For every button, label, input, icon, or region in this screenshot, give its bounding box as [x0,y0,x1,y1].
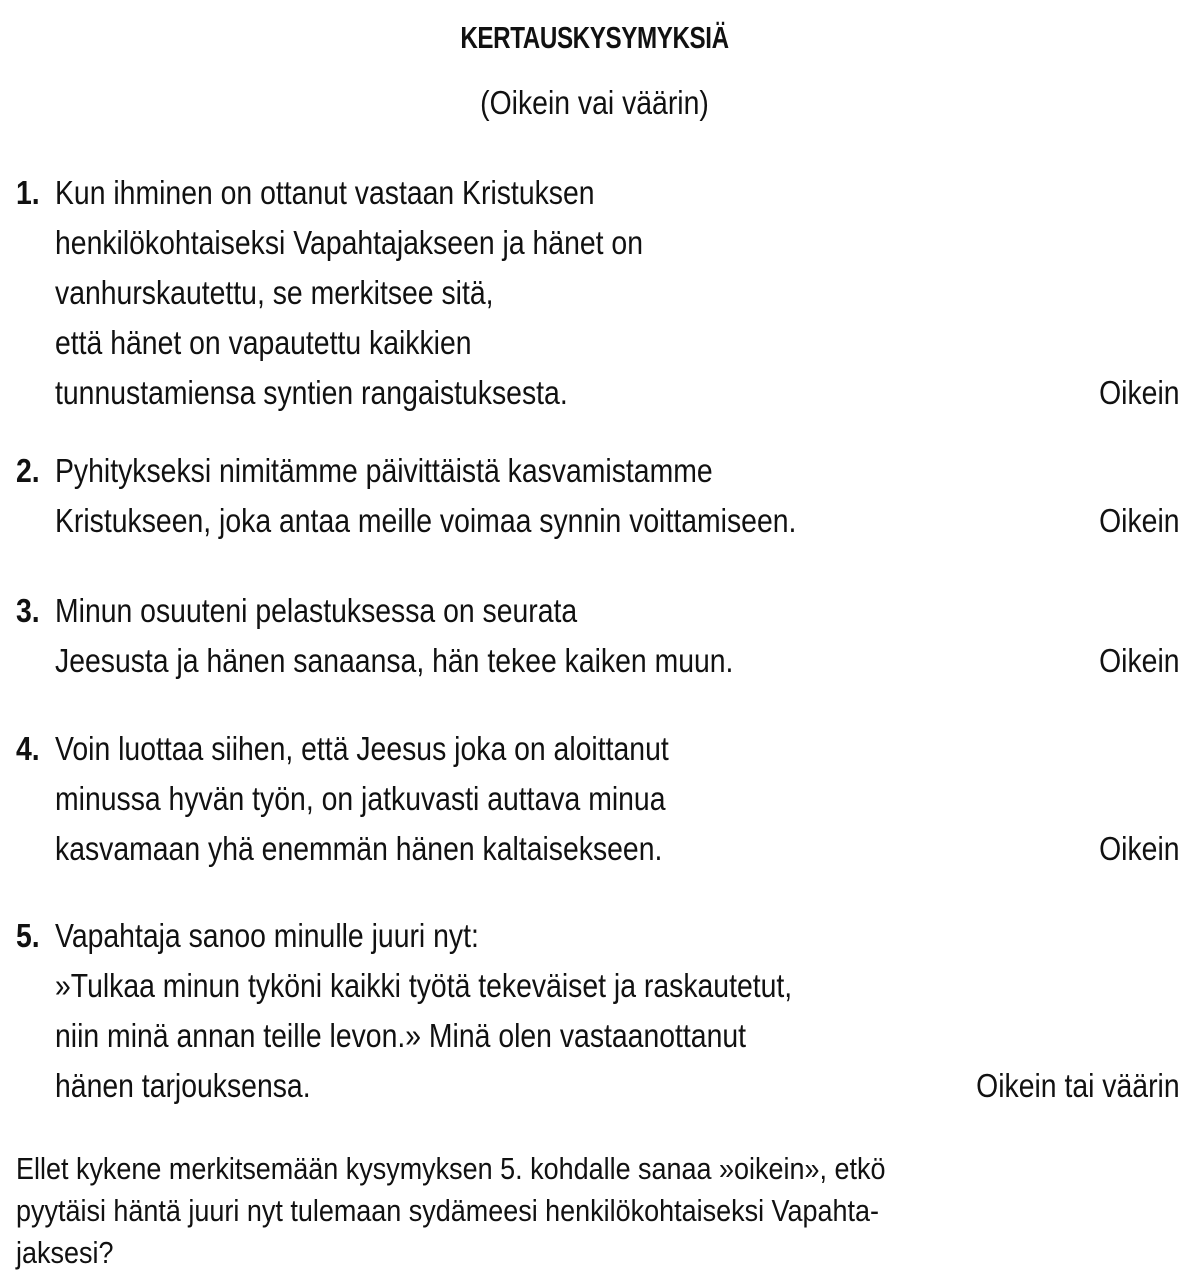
question-line [16,774,1180,824]
page-subtitle: (Oikein vai väärin) [480,84,709,121]
answer-label: Oikein [1099,642,1180,679]
question-line [16,636,1180,686]
answer-label: Oikein tai väärin [976,1067,1180,1104]
closing-line: pyytäisi häntä juuri nyt tulemaan sydämeesi henkilökohtaiseksi Vapahta- [16,1193,880,1228]
page-title: KERTAUSKYSYMYKSIÄ [460,20,729,55]
question-line [16,724,1180,774]
answer-label: Oikein [1099,502,1180,539]
closing-line: jaksesi? [16,1235,114,1270]
question-text: Vapahtaja sanoo minulle juuri nyt: [55,917,479,954]
question-line [16,446,1180,496]
closing-line: Ellet kykene merkitsemään kysymyksen 5. kohdalle sanaa »oikein», etkö [16,1151,886,1186]
question-number: 2. [16,452,40,489]
question-number: 1. [16,174,40,211]
question-text: Minun osuuteni pelastuksessa on seurata [55,592,578,629]
question-4 [16,724,1180,874]
question-line [16,586,1180,636]
question-number: 4. [16,730,40,767]
question-number: 5. [16,917,40,954]
question-5 [16,911,1180,1111]
question-text: hänen tarjouksensa. [55,1067,311,1104]
question-text: niin minä annan teille levon.» Minä olen vastaanottanut [55,1017,747,1054]
question-text: tunnustamiensa syntien rangaistuksesta. [55,374,568,411]
question-text: Voin luottaa siihen, että Jeesus joka on aloittanut [55,730,669,767]
question-text: Pyhitykseksi nimitämme päivittäistä kasvamistamme [55,452,713,489]
answer-label: Oikein [1099,374,1180,411]
question-3 [16,586,1180,686]
question-text: kasvamaan yhä enemmän hänen kaltaisekseen. [55,830,663,867]
question-line [16,1061,1180,1111]
question-line [16,961,1180,1011]
question-text: Kun ihminen on ottanut vastaan Kristuksen [55,174,595,211]
question-line [16,268,1180,318]
question-line [16,368,1180,418]
answer-label: Oikein [1099,830,1180,867]
closing-paragraph [16,1148,1180,1274]
question-text: minussa hyvän työn, on jatkuvasti auttava minua [55,780,666,817]
question-text: vanhurskautettu, se merkitsee sitä, [55,274,494,311]
question-line [16,911,1180,961]
question-1 [16,168,1180,418]
question-text: Jeesusta ja hänen sanaansa, hän tekee kaiken muun. [55,642,734,679]
question-text: Kristukseen, joka antaa meille voimaa synnin voittamiseen. [55,502,797,539]
question-line [16,1011,1180,1061]
question-text: »Tulkaa minun tyköni kaikki työtä tekeväiset ja raskautetut, [55,967,793,1004]
question-2 [16,446,1180,546]
question-line [16,218,1180,268]
question-line [16,318,1180,368]
question-line [16,496,1180,546]
question-number: 3. [16,592,40,629]
question-text: että hänet on vapautettu kaikkien [55,324,472,361]
question-line [16,168,1180,218]
question-line [16,824,1180,874]
question-text: henkilökohtaiseksi Vapahtajakseen ja hänet on [55,224,643,261]
